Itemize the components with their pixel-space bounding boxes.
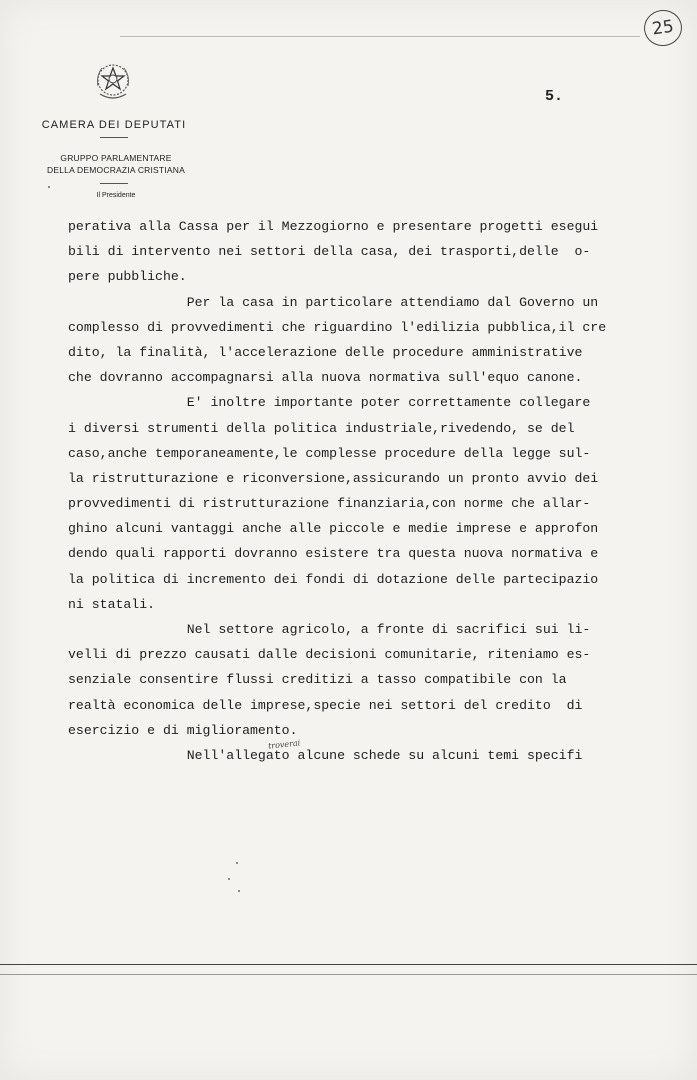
paper-speck: [48, 186, 50, 188]
header-rule: [100, 137, 128, 138]
bottom-rule: [0, 964, 697, 965]
institution-name: CAMERA DEI DEPUTATI: [41, 119, 187, 131]
paper-speck: [228, 878, 230, 880]
republic-emblem-icon: [92, 56, 134, 104]
body-line: perativa alla Cassa per il Mezzogiorno e presentare progetti esegui: [68, 219, 599, 234]
body-line: E' inoltre importante poter correttamente collegare: [68, 395, 591, 411]
body-line: Nel settore agricolo, a fronte di sacrifici sui li-: [68, 622, 591, 637]
body-line: complesso di provvedimenti che riguardino l'edilizia pubblica,il cre: [68, 319, 607, 335]
body-line: Per la casa in particolare attendiamo dal Governo un: [68, 294, 599, 310]
body-line: velli di prezzo causati dalle decisioni comunitarie, riteniamo es-: [68, 647, 591, 663]
body-line: che dovranno accompagnarsi alla nuova normativa sull'equo canone.: [68, 370, 583, 386]
body-line: la politica di incremento dei fondi di dotazione delle partecipazio: [68, 571, 599, 587]
body-line: dendo quali rapporti dovranno esistere tra questa nuova normativa e: [68, 546, 599, 562]
body-line: la ristrutturazione e riconversione,assicurando un pronto avvio dei: [68, 470, 599, 486]
group-line-1: GRUPPO PARLAMENTARE: [60, 153, 172, 163]
letter-body: [68, 214, 648, 768]
body-line: dito, la finalità, l'accelerazione delle procedure amministrative: [68, 344, 583, 360]
body-line: esercizio e di miglioramento.: [68, 722, 298, 738]
body-line: caso,anche temporaneamente,le complesse procedure della legge sul-: [68, 445, 591, 461]
bottom-rule: [0, 974, 697, 975]
handwritten-annotation: troverai: [267, 738, 301, 751]
page-stamp: 25: [642, 8, 685, 49]
body-line: senziale consentire flussi creditizi a tasso compatibile con la: [68, 672, 567, 688]
role-label: Il Presidente: [96, 192, 136, 199]
body-line: realtà economica delle imprese,specie nei settori del credito di: [68, 697, 583, 713]
body-line: pere pubbliche.: [68, 269, 187, 285]
body-line: Nell'allegato alcune schede su alcuni temi specifi: [68, 747, 583, 763]
body-line: ni statali.: [68, 596, 156, 612]
body-line: provvedimenti di ristrutturazione finanziaria,con norme che allar-: [68, 496, 591, 512]
body-line: ghino alcuni vantaggi anche alle piccole e medie imprese e approfon: [68, 521, 599, 537]
paper-speck: [238, 890, 240, 892]
group-line-2: DELLA DEMOCRAZIA CRISTIANA: [47, 165, 185, 175]
top-edge-rule: [120, 36, 640, 37]
header-rule: [100, 183, 128, 184]
body-line: bili di intervento nei settori della casa, dei trasporti,delle o-: [68, 244, 591, 260]
page-number: 5.: [545, 88, 564, 105]
paper-speck: [236, 862, 238, 864]
body-line: i diversi strumenti della politica industriale,rivedendo, se del: [68, 420, 575, 436]
group-name: [40, 152, 192, 176]
